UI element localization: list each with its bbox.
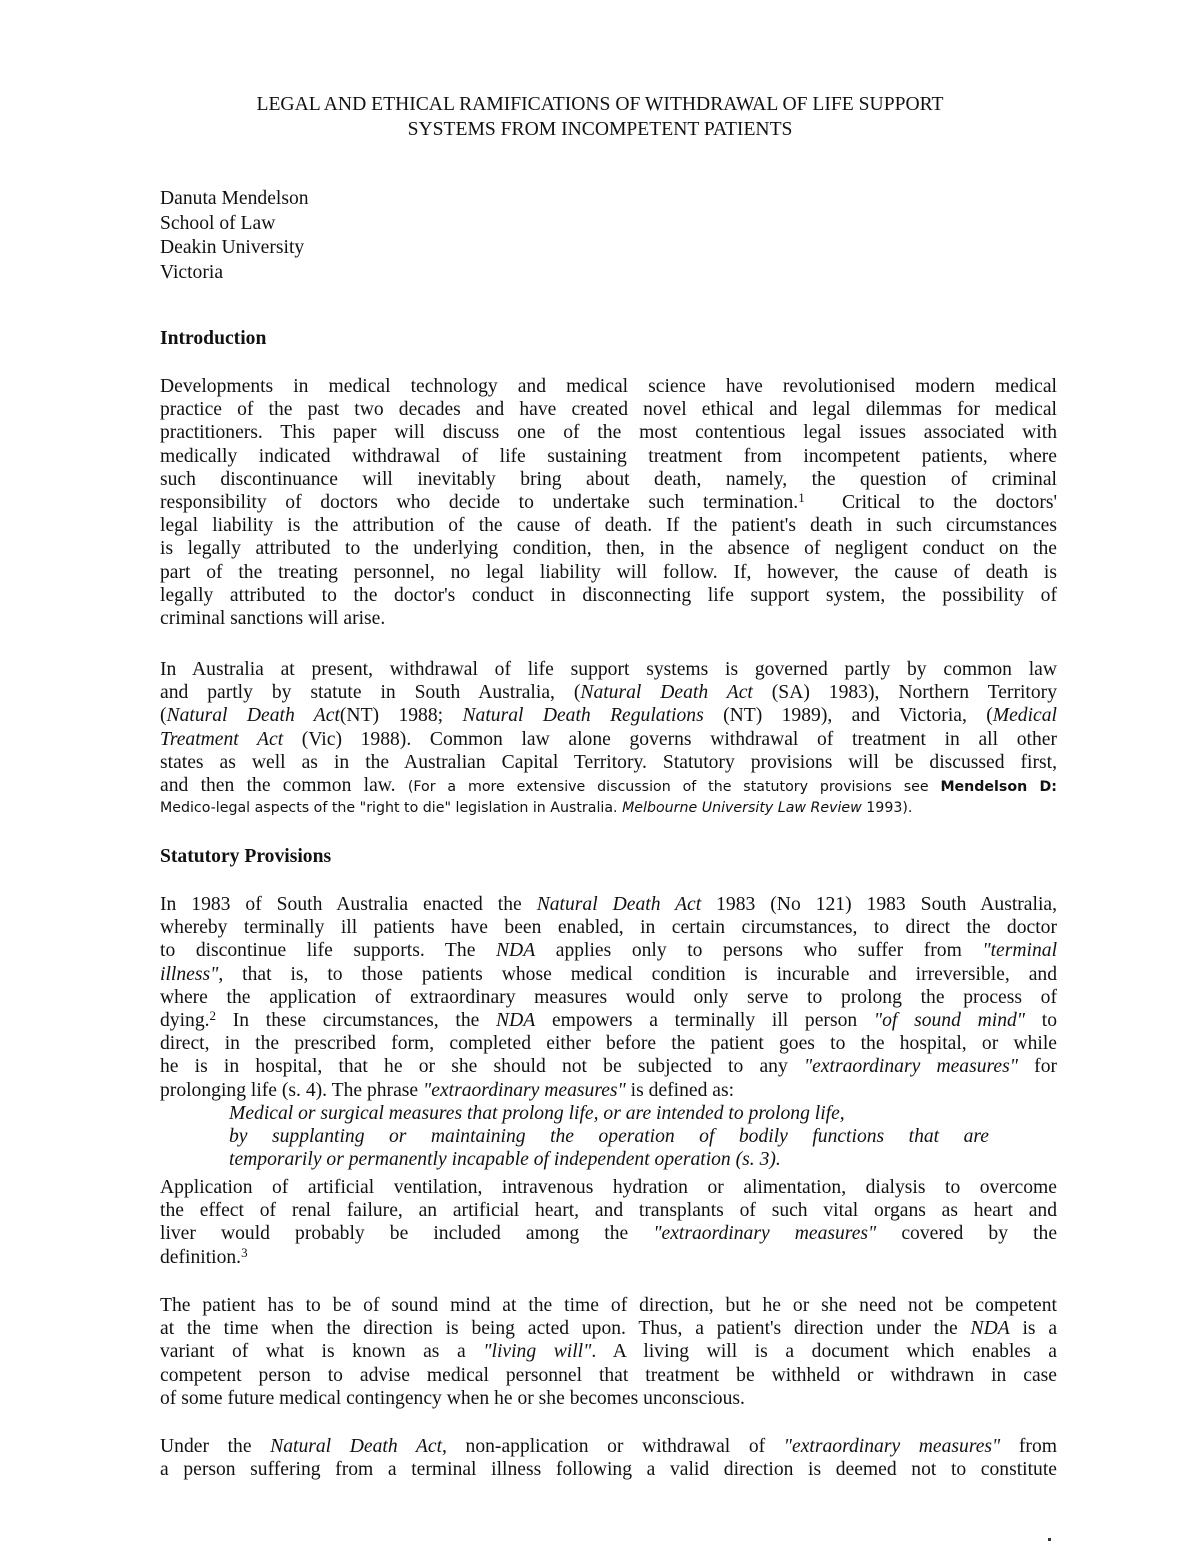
text-span: for [1017,1056,1058,1078]
title-line-2: SYSTEMS FROM INCOMPETENT PATIENTS [407,119,793,140]
text-span: from [1000,1436,1057,1457]
text-line: is legally attributed to the underlying condition, then, in the absence of negligent conduct on the [160,538,1057,560]
paragraph-under-nda [160,1435,1057,1481]
abbrev: NDA [970,1318,1010,1340]
act-title: Natural Death Regulations [462,705,704,727]
text-line: direct, in the prescribed form, completed either before the patient goes to the hospital, or while [160,1033,1057,1055]
author-block [160,187,309,285]
text-line [160,1340,1057,1363]
text-line: Application of artificial ventilation, intravenous hydration or alimentation, dialysis to overcome [160,1177,1057,1198]
text-line: whereby terminally ill patients have been enabled, in certain circumstances, to direct the doctor [160,917,1057,939]
text-span: In 1983 of South Australia enacted the [160,894,537,915]
text-line: practice of the past two decades and have created novel ethical and legal dilemmas for medical [160,399,1057,421]
paragraph-introduction [160,375,1057,630]
text-line: states as well as in the Australian Capital Territory. Statutory provisions will be discussed first, [160,751,1057,773]
quoted-term: illness" [160,963,219,985]
text-span: and partly by statute in South Australia, ( [160,682,581,704]
paragraph-south-australia [160,893,1057,1102]
text-span: liver would probably be included among the [160,1223,654,1245]
act-title: Natural Death Act [166,705,340,727]
text-line [160,1055,1057,1078]
quoted-term: "extraordinary measures" [653,1223,877,1245]
paragraph-application [160,1176,1057,1269]
text-span: covered by the [876,1223,1058,1245]
text-line: The patient has to be of sound mind at the time of direction, but he or she need not be competent [160,1295,1057,1316]
document-title [150,92,1050,142]
text-span: to discontinue life supports. The [160,940,496,962]
text-span: 1983 (No 121) 1983 South Australia, [701,894,1057,915]
text-line: criminal sanctions will arise. [160,607,386,629]
text-line [160,893,1057,916]
text-line [160,1009,1057,1032]
text-span: definition. [160,1246,242,1268]
text-line [160,963,1057,986]
text-span: he is in hospital, that he or she should not be subjected to any [160,1056,804,1078]
text-line [160,774,1057,797]
title-line-1: LEGAL AND ETHICAL RAMIFICATIONS OF WITHDRAWAL OF LIFE SUPPORT [256,94,944,115]
abbrev: NDA [496,1009,536,1031]
act-title: Natural Death Act [580,682,753,704]
quoted-term: "terminal [982,940,1058,962]
text-line [160,1222,1057,1245]
text-span: variant of what is known as a [160,1341,484,1363]
text-line [160,728,1057,751]
abbrev: NDA [495,940,536,962]
block-quote-definition [229,1102,989,1172]
text-span: , that is, to those patients whose medical condition is incurable and irreversible, and [218,963,1057,985]
text-line [160,1317,1057,1340]
text-line [160,704,1057,727]
text-line: competent person to advise medical personnel that treatment be withheld or withdrawn in case [160,1364,1057,1386]
section-heading-introduction: Introduction [160,328,267,349]
footnote-marker[interactable]: 1 [798,489,805,505]
text-line: Developments in medical technology and medical science have revolutionised modern medical [160,376,1057,397]
text-line [160,939,1057,962]
note-text: 1993). [861,800,913,817]
author-university: Deakin University [160,237,305,258]
text-line: part of the treating personnel, no legal liability will follow. If, however, the cause of death is [160,561,1057,583]
text-line: In Australia at present, withdrawal of life support systems is governed partly by common law [160,659,1057,680]
text-line: where the application of extraordinary measures would only serve to prolong the process of [160,986,1057,1008]
text-line: practitioners. This paper will discuss one of the most contentious legal issues associated with [160,422,1057,444]
text-line [160,491,1057,514]
section-heading-statutory: Statutory Provisions [160,846,332,867]
quoted-term: "extraordinary measures" [423,1079,626,1101]
journal-title: Melbourne University Law Review [622,800,862,817]
page-mark [1048,1538,1051,1541]
text-line: a person suffering from a terminal illness following a valid direction is deemed not to constitute [160,1459,1057,1481]
paragraph-sound-mind [160,1294,1057,1410]
text-span: (SA) 1983), Northern Territory [752,682,1057,704]
text-span: empowers a terminally ill person [535,1009,874,1031]
act-title: Medical [992,705,1057,727]
text-span: is defined as: [625,1079,735,1101]
text-span: , non-application or withdrawal of [442,1436,784,1457]
author-state: Victoria [160,261,224,283]
text-span: prolonging life (s. 4). The phrase [160,1079,424,1101]
text-line: the effect of renal failure, an artificial heart, and transplants of such vital organs as heart and [160,1200,1057,1222]
text-span: (Vic) 1988). Common law alone governs withdrawal of treatment in all other [283,728,1057,750]
act-title: Natural Death Act [536,894,702,915]
text-line: medically indicated withdrawal of life sustaining treatment from incompetent patients, where [160,445,1057,467]
text-span: is a [1009,1318,1058,1340]
text-span: (NT) 1988; [339,705,463,727]
text-span: Critical to the doctors' [841,491,1058,513]
note-text: (For a more extensive discussion of the statutory provisions see [407,778,941,795]
text-line: such discontinuance will inevitably bring about death, namely, the question of criminal [160,468,1057,490]
quote-line: by supplanting or maintaining the operation of bodily functions that are [229,1126,989,1148]
text-line: of some future medical contingency when he or she becomes unconscious. [160,1387,745,1409]
text-line: legal liability is the attribution of the cause of death. If the patient's death in such circumstances [160,515,1057,537]
text-line: legally attributed to the doctor's conduct in disconnecting life support system, the possibility of [160,584,1057,606]
text-line [160,681,1057,704]
text-span: at the time when the direction is being acted upon. Thus, a patient's direction under the [160,1318,971,1340]
footnote-marker[interactable]: 2 [209,1007,217,1023]
quoted-term: "living will" [483,1341,592,1363]
text-span: applies only to persons who suffer from [535,940,983,962]
text-line [160,1246,1057,1269]
text-span: (NT) 1989), and Victoria, ( [703,705,993,727]
author-name: Danuta Mendelson [160,188,309,209]
text-span: In these circumstances, the [216,1009,497,1031]
text-line [160,797,1057,820]
quoted-term: "extraordinary measures" [783,1436,1001,1457]
paragraph-australia [160,658,1057,820]
act-title: Treatment Act [160,728,284,750]
text-span: responsibility of doctors who decide to undertake such termination. [160,491,799,513]
footnote-marker[interactable]: 3 [241,1244,248,1260]
author-school: School of Law [160,212,276,234]
text-span: to [1025,1009,1057,1031]
text-span: . A living will is a document which enables a [591,1341,1057,1363]
quoted-term: "extraordinary measures" [803,1056,1018,1078]
quoted-term: "of sound mind" [873,1009,1026,1031]
note-author: Mendelson D: [940,778,1057,795]
text-span: Under the [160,1436,271,1457]
note-text: Medico-legal aspects of the "right to die" legislation in Australia. [160,800,623,817]
text-line [160,1079,1057,1102]
text-line [160,1435,1057,1458]
text-span: and then the common law. [160,774,408,796]
text-span: dying. [160,1009,210,1031]
text-span: ( [160,705,167,727]
quote-line: Medical or surgical measures that prolong life, or are intended to prolong life, [229,1103,845,1124]
act-title: Natural Death Act [270,1436,443,1457]
quote-line: temporarily or permanently incapable of independent operation (s. 3). [229,1149,781,1171]
